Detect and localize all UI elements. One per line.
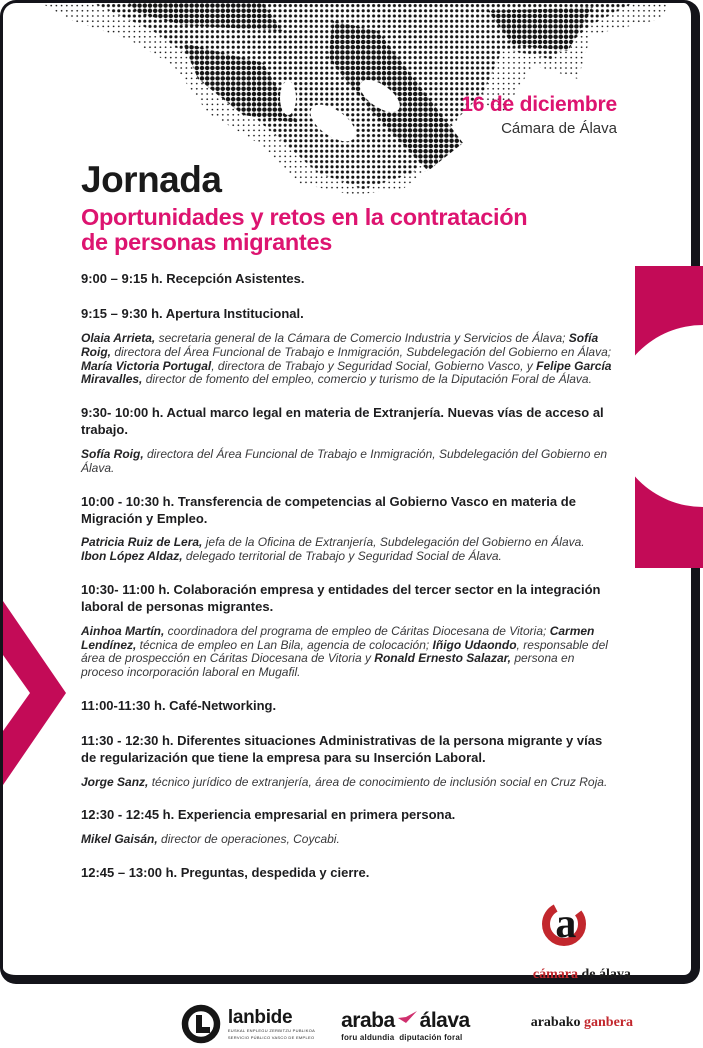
schedule-item [81,733,613,790]
lanbide-wordmark: lanbide [227,1006,293,1028]
schedule-list [81,271,613,882]
event-venue: Cámara de Álava [501,120,617,137]
speakers-line: Sofía Roig, directora del Área Funcional de Trabajo e Inmigración, Subdelegación del Gobierno en Álava. [81,447,608,475]
schedule-time-heading: 9:15 – 9:30 h. Apertura Institucional. [81,306,304,322]
event-date: 16 de diciembre [461,93,617,116]
speakers-line: Ibon López Aldaz, delegado territorial de Trabajo y Seguridad Social de Álava. [81,549,502,564]
schedule-time-heading: 10:30- 11:00 h. Colaboración empresa y entidades del tercer sector en la integración laboral de personas migrantes. [81,582,601,614]
schedule-item [81,405,613,475]
schedule-item [81,306,613,387]
schedule-item [81,807,613,847]
speakers-line: Mikel Gaisán, director de operaciones, Coycabi. [81,832,340,847]
lanbide-mark-icon [181,1004,221,1044]
schedule-item [81,271,613,288]
speakers-line: Ainhoa Martín, coordinadora del programa de empleo de Cáritas Diocesana de Vitoria; Carmen Lendínez, técnica de empleo en Lan Bila, agencia de colocación; Iñigo Udaondo, responsable del área de prospección en Cáritas Diocesana de Vitoria y Ronald Ernesto Salazar, persona en proceso incorporación laboral en Mugafil. [81,623,608,680]
lanbide-tagline-1: EUSKAL ENPLEGU ZERBITZU PUBLIKOA [227,1028,316,1034]
camara-mark-icon [540,900,588,948]
camara-alava-logo [496,900,633,1048]
alava-word: álava [419,1008,470,1032]
araba-subtitle: foru aldundia diputación foral [341,1032,463,1042]
ganbera-word-red: ganbera [584,1015,633,1031]
speakers-line: Patricia Ruiz de Lera, jefa de la Oficina de Extranjería, Subdelegación del Gobierno en Álava. [81,535,585,550]
camara-letter: a [555,901,577,948]
araba-word: araba [341,1008,395,1032]
schedule-item [81,582,613,680]
camara-word-black: de álava [577,967,631,983]
schedule-time-heading: 12:30 - 12:45 h. Experiencia empresarial en primera persona. [81,807,456,823]
schedule-time-heading: 12:45 – 13:00 h. Preguntas, despedida y cierre. [81,865,370,881]
page-title: Jornada [81,159,222,200]
page-subtitle: Oportunidades y retos en la contratación de personas migrantes [81,204,528,256]
lanbide-logo [181,1004,315,1048]
schedule-time-heading: 11:00-11:30 h. Café-Networking. [81,697,277,713]
schedule-time-heading: 9:00 – 9:15 h. Recepción Asistentes. [81,271,305,287]
schedule-time-heading: 9:30- 10:00 h. Actual marco legal en materia de Extranjería. Nuevas vías de acceso al trabajo. [81,405,604,438]
schedule-item [81,698,613,715]
schedule-time-heading: 11:30 - 12:30 h. Diferentes situaciones Administrativas de la persona migrante y vías de regularización que tiene la empresa para su Inserción Laboral. [81,732,603,765]
schedule-item [81,494,613,564]
schedule-time-heading: 10:00 - 10:30 h. Transferencia de competencias al Gobierno Vasco en materia de Migración y Empleo. [81,493,576,526]
schedule-item [81,865,613,882]
speakers-line: Olaia Arrieta, secretaria general de la Cámara de Comercio Industria y Servicios de Álava; Sofía Roig, directora del Área Funcional de Trabajo e Inmigración, Subdelegación del Gobierno en Álava; María Victoria Portugal, directora de Trabajo y Seguridad Social, Gobierno Vasco, y Felipe García Miravalles, director de fomento del empleo, comercio y turismo de la Diputación Foral de Álava. [81,331,612,387]
lanbide-tagline-2: SERVICIO PÚBLICO VASCO DE EMPLEO [227,1034,315,1040]
arabako-word-black: arabako [530,1015,584,1031]
checkmark-icon [398,1011,417,1024]
footer-logos [81,900,633,1048]
poster-content [3,3,691,1048]
araba-alava-logo [341,1010,470,1048]
speakers-line: Jorge Sanz, técnico jurídico de extranjería, área de conocimiento de inclusión social en Cruz Roja. [81,774,608,789]
camara-word-red: cámara [532,967,578,983]
